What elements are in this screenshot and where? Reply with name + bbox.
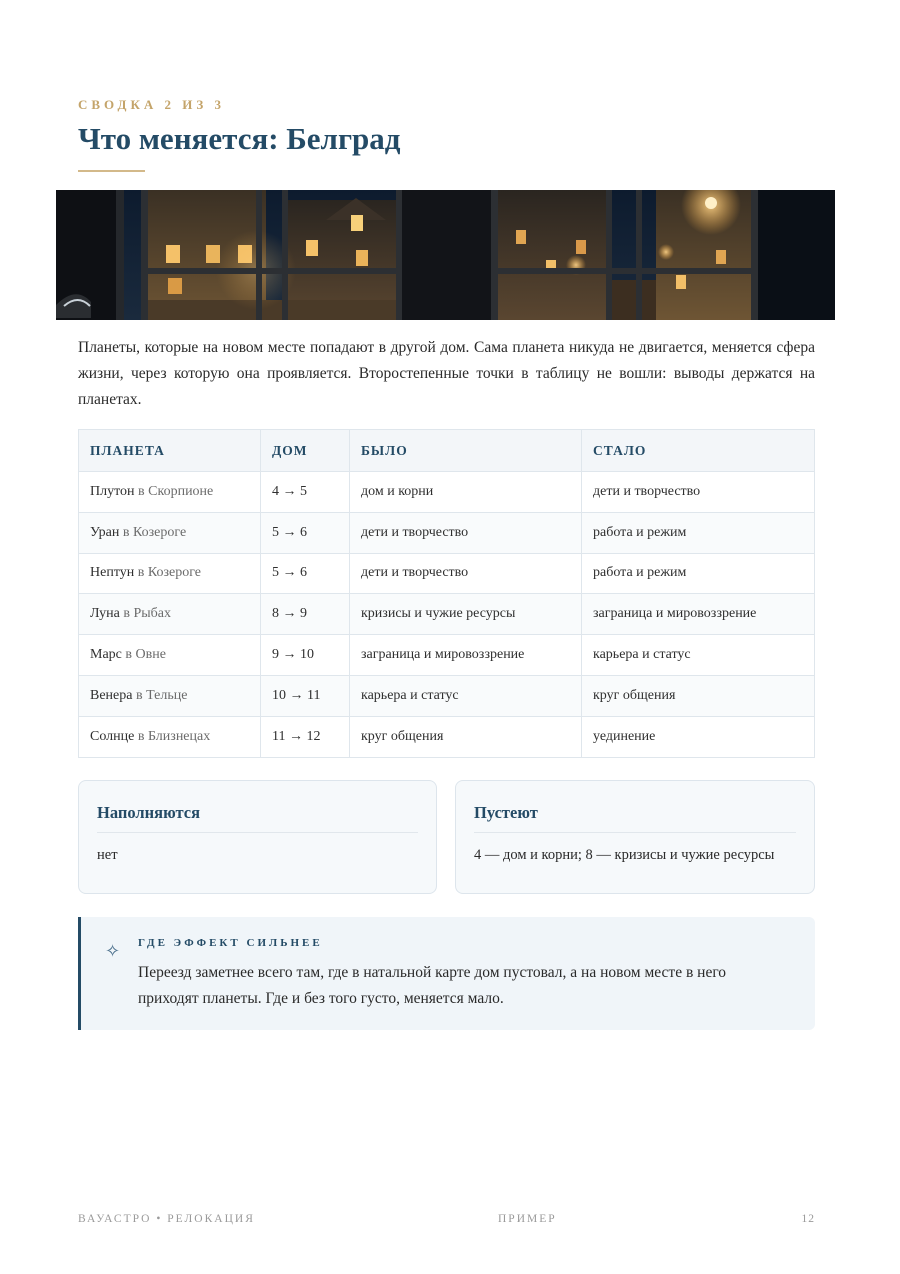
planet-cell (79, 635, 261, 676)
house-cell: 4 → 5 (261, 472, 350, 513)
planet-cell (79, 472, 261, 513)
house-cell: 5 → 6 (261, 553, 350, 594)
was-cell: дети и творчество (350, 553, 582, 594)
house-change-table (78, 429, 815, 758)
footer-label: ПРИМЕР (498, 1213, 557, 1225)
planet-sign: в Близнецах (137, 728, 211, 744)
sparkle-icon: ✧ (105, 941, 121, 962)
header-now: СТАЛО (582, 430, 815, 472)
title-underline (78, 170, 145, 172)
planet-name: Луна (90, 606, 120, 622)
callout-box (78, 917, 815, 1030)
emptying-card (455, 780, 815, 894)
planet-name: Уран (90, 524, 120, 540)
banner-image (56, 190, 835, 320)
night-street-illustration (56, 190, 835, 320)
filling-card-body: нет (97, 847, 118, 863)
planet-name: Марс (90, 647, 122, 663)
page-number: 12 (801, 1213, 815, 1225)
callout-label: ГДЕ ЭФФЕКТ СИЛЬНЕЕ (138, 937, 323, 949)
table-row (79, 675, 815, 716)
table-row (79, 553, 815, 594)
table-header-row (79, 430, 815, 472)
planet-sign: в Козероге (122, 524, 187, 540)
emptying-card-title: Пустеют (474, 803, 796, 833)
table-row (79, 635, 815, 676)
house-cell: 5 → 6 (261, 512, 350, 553)
planet-name: Венера (90, 687, 133, 703)
now-cell: круг общения (582, 675, 815, 716)
was-cell: дети и творчество (350, 512, 582, 553)
planet-sign: в Овне (125, 647, 166, 663)
was-cell: карьера и статус (350, 675, 582, 716)
table-row (79, 716, 815, 757)
section-kicker: СВОДКА 2 ИЗ 3 (78, 97, 226, 112)
intro-paragraph: Планеты, которые на новом месте попадают в другой дом. Сама планета никуда не двигается, меняется сфера жизни, через которую она проявляется. Второстепенные точки в таблицу не вошли: выводы держатся на планетах. (78, 339, 815, 408)
callout-text: Переезд заметнее всего там, где в натальной карте дом пустовал, а на новом месте в него приходят планеты. Где и без того густо, меняется мало. (138, 964, 727, 1007)
emptying-card-body: 4 — дом и корни; 8 — кризисы и чужие ресурсы (474, 847, 775, 863)
house-cell: 10 → 11 (261, 675, 350, 716)
header-planet: ПЛАНЕТА (79, 430, 261, 472)
planet-cell (79, 553, 261, 594)
now-cell: дети и творчество (582, 472, 815, 513)
was-cell: круг общения (350, 716, 582, 757)
planet-cell (79, 512, 261, 553)
planet-cell (79, 675, 261, 716)
planet-sign: в Рыбах (123, 606, 171, 622)
planet-cell (79, 594, 261, 635)
table-row (79, 512, 815, 553)
was-cell: заграница и мировоззрение (350, 635, 582, 676)
now-cell: заграница и мировоззрение (582, 594, 815, 635)
planet-sign: в Козероге (137, 565, 202, 581)
header-was: БЫЛО (350, 430, 582, 472)
table-row (79, 472, 815, 513)
planet-name: Нептун (90, 565, 135, 581)
now-cell: карьера и статус (582, 635, 815, 676)
now-cell: уединение (582, 716, 815, 757)
page-title: Что меняется: Белград (78, 121, 401, 156)
table-row (79, 594, 815, 635)
house-cell: 9 → 10 (261, 635, 350, 676)
now-cell: работа и режим (582, 512, 815, 553)
filling-card (78, 780, 437, 894)
filling-card-title: Наполняются (97, 803, 418, 833)
was-cell: дом и корни (350, 472, 582, 513)
header-house: ДОМ (261, 430, 350, 472)
planet-cell (79, 716, 261, 757)
planet-sign: в Тельце (135, 687, 188, 703)
planet-name: Солнце (90, 728, 135, 744)
was-cell: кризисы и чужие ресурсы (350, 594, 582, 635)
house-cell: 11 → 12 (261, 716, 350, 757)
planet-sign: в Скорпионе (138, 483, 214, 499)
footer-brand: ВАУАСТРО • РЕЛОКАЦИЯ (78, 1213, 255, 1225)
planet-name: Плутон (90, 483, 135, 499)
house-cell: 8 → 9 (261, 594, 350, 635)
now-cell: работа и режим (582, 553, 815, 594)
